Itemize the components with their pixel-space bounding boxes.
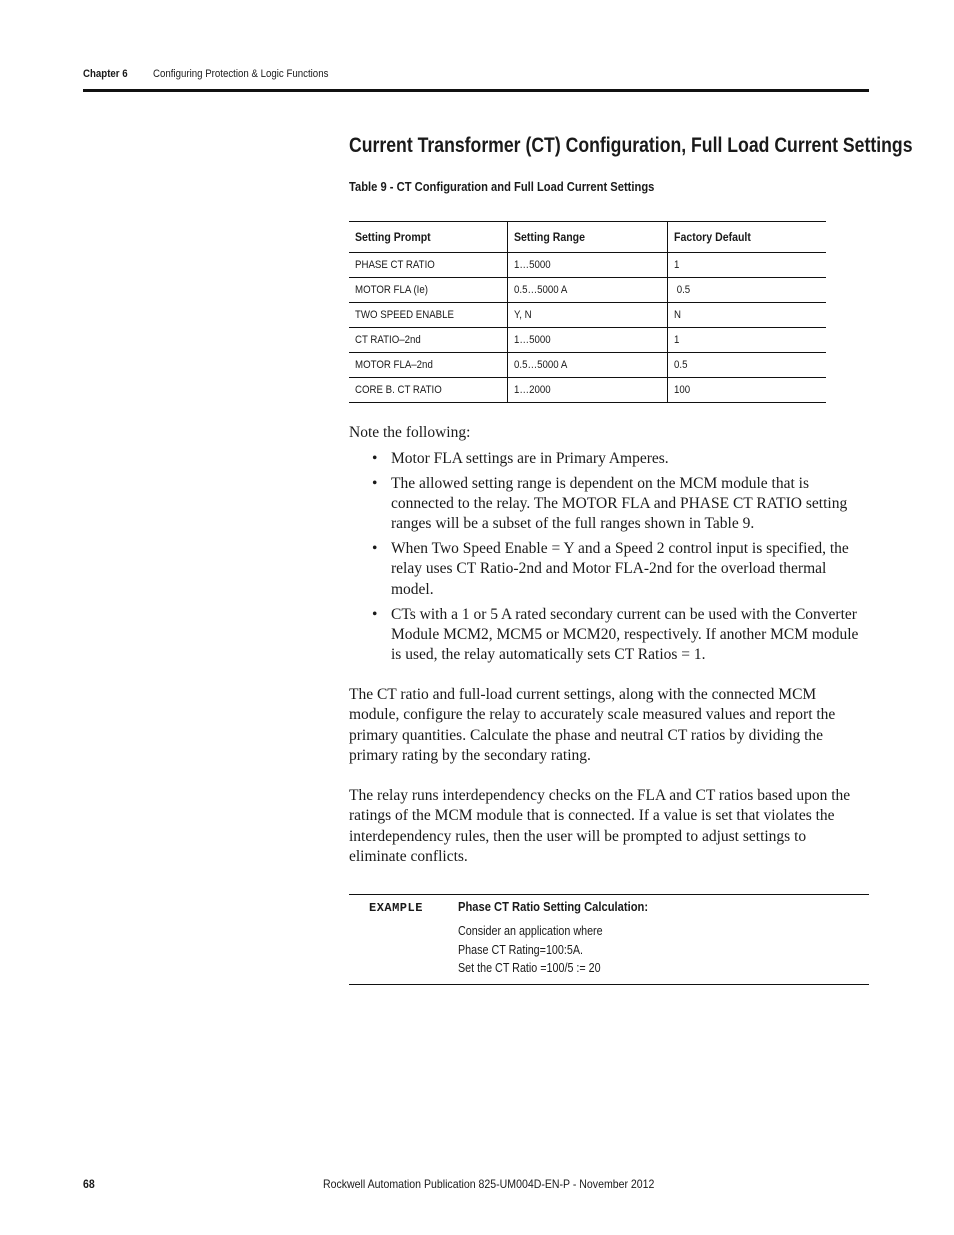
example-box	[349, 894, 869, 985]
table-row	[349, 253, 826, 278]
table-cell: Y, N	[508, 303, 668, 328]
table-row	[349, 353, 826, 378]
example-line: Set the CT Ratio =100/5 := 20	[458, 961, 601, 975]
table-cell: 1…5000	[508, 253, 668, 278]
table-cell: CORE B. CT RATIO	[355, 384, 442, 396]
ct-settings-table	[349, 221, 826, 403]
table-row	[349, 328, 826, 353]
table-cell: MOTOR FLA–2nd	[355, 359, 433, 371]
table-cell: 0.5	[668, 278, 827, 303]
publication-info: Rockwell Automation Publication 825-UM004D-EN-P - November 2012	[323, 1177, 655, 1191]
table-cell: 100	[668, 378, 827, 403]
table-cell: N	[668, 303, 827, 328]
table-cell: CT RATIO–2nd	[355, 334, 421, 346]
table-caption: Table 9 - CT Configuration and Full Load Current Settings	[349, 179, 655, 194]
table-cell: 0.5…5000 A	[508, 278, 668, 303]
example-lines	[458, 922, 626, 978]
example-line: Consider an application where	[458, 924, 603, 938]
table-cell: 1	[668, 253, 827, 278]
table-cell: 0.5…5000 A	[508, 353, 668, 378]
notes-intro: Note the following:	[349, 424, 471, 441]
section-title: Current Transformer (CT) Configuration, Full Load Current Settings	[349, 134, 913, 157]
page-number: 68	[83, 1177, 95, 1191]
table-cell: 1…2000	[508, 378, 668, 403]
table-cell: TWO SPEED ENABLE	[355, 309, 454, 321]
table-cell: MOTOR FLA (Ie)	[355, 284, 428, 296]
list-item: • Motor FLA settings are in Primary Amperes.	[372, 449, 862, 469]
list-item: • CTs with a 1 or 5 A rated secondary current can be used with the Converter Module MCM2, MCM5 or MCM20, respectively. If another MCM module is used, the relay automatically sets CT Ratios = 1.	[372, 605, 859, 664]
example-tag: EXAMPLE	[369, 901, 423, 915]
header-rule	[83, 89, 869, 92]
table-cell: 0.5	[668, 353, 827, 378]
page-header	[83, 68, 869, 80]
table-row	[349, 378, 826, 403]
table-cell: PHASE CT RATIO	[355, 259, 435, 271]
column-header-setting-range: Setting Range	[508, 222, 668, 253]
body-paragraph: The CT ratio and full-load current settings, along with the connected MCM module, configure the relay to accurately scale measured values and report the primary quantities. Calculate the phase and neutral CT ratios by dividing the primary rating by the secondary rating.	[349, 686, 836, 764]
notes-list	[372, 449, 862, 670]
bullet-icon: •	[372, 540, 378, 558]
example-line: Phase CT Rating=100:5A.	[458, 942, 584, 957]
chapter-label: Chapter 6	[83, 68, 128, 80]
table-header-row	[349, 222, 826, 253]
body-paragraph: The relay runs interdependency checks on the FLA and CT ratios based upon the ratings of the MCM module that is connected. If a value is set that violates the interdependency rules, then the user will be prompted to adjust settings to eliminate conflicts.	[349, 787, 851, 865]
table-row	[349, 303, 826, 328]
column-header-setting-prompt: Setting Prompt	[355, 230, 431, 244]
column-header-factory-default: Factory Default	[668, 222, 827, 253]
list-item: • The allowed setting range is dependent on the MCM module that is connected to the relay. The MOTOR FLA and PHASE CT RATIO setting ranges will be a subset of the full ranges shown in Table 9.	[372, 474, 848, 533]
bullet-icon: •	[372, 474, 378, 492]
bullet-icon: •	[372, 450, 378, 467]
list-item: • When Two Speed Enable = Y and a Speed 2 control input is specified, the relay uses CT Ratio-2nd and Motor FLA-2nd for the overload thermal model.	[372, 540, 849, 598]
table-row	[349, 278, 826, 303]
chapter-title: Configuring Protection & Logic Functions	[152, 68, 329, 80]
table-cell: 1	[668, 328, 827, 353]
bullet-icon: •	[372, 605, 378, 623]
table-cell: 1…5000	[508, 328, 668, 353]
example-title: Phase CT Ratio Setting Calculation:	[458, 899, 649, 914]
